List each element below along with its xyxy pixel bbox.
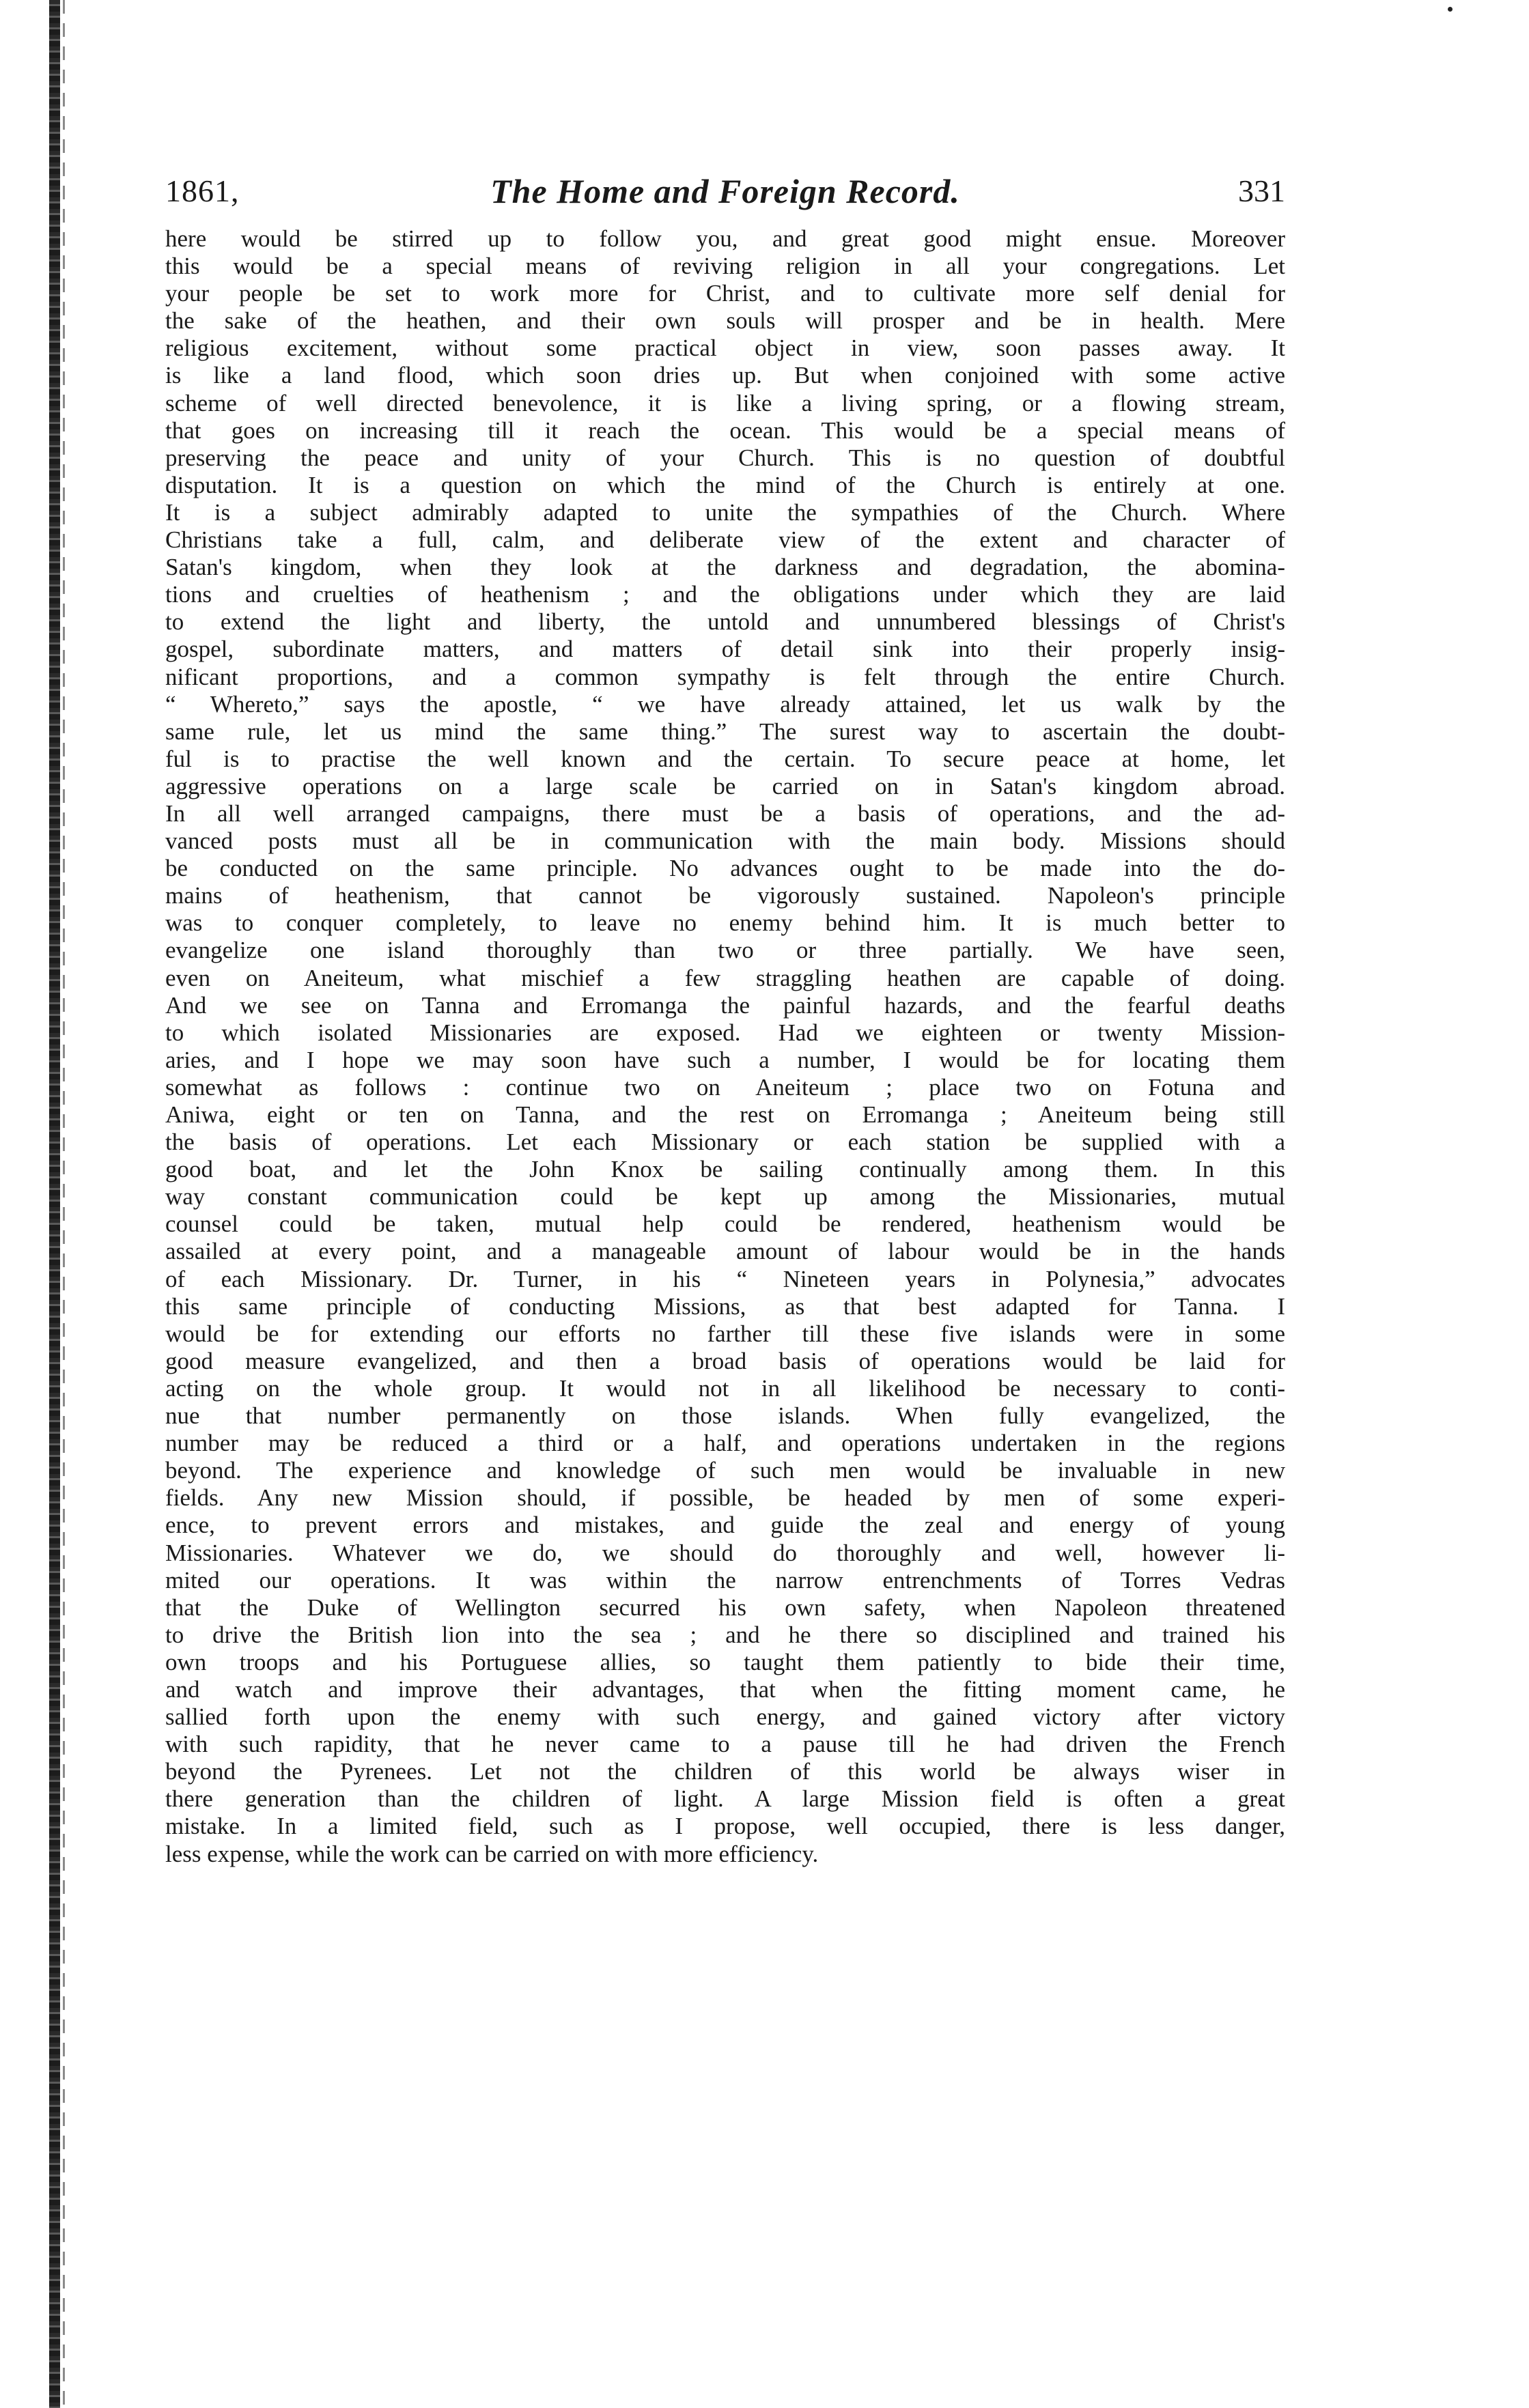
text-line: nue that number permanently on those islands. When fully evangelized, the [165,1402,1285,1430]
text-line: even on Aneiteum, what mischief a few straggling heathen are capable of doing. [165,964,1285,991]
text-line: gospel, subordinate matters, and matters of detail sink into their properly insig- [165,636,1285,663]
text-line: Christians take a full, calm, and deliberate view of the extent and character of [165,526,1285,554]
text-line: mains of heathenism, that cannot be vigorously sustained. Napoleon's principle [165,882,1285,909]
text-line: mited our operations. It was within the narrow entrenchments of Torres Vedras [165,1566,1285,1593]
text-line: is like a land flood, which soon dries up. But when conjoined with some active [165,362,1285,389]
text-line: nificant proportions, and a common sympathy is felt through the entire Church. [165,663,1285,690]
text-line: the sake of the heathen, and their own souls will prosper and be in health. Mere [165,307,1285,335]
text-line: this same principle of conducting Missions, as that best adapted for Tanna. I [165,1292,1285,1320]
text-line: your people be set to work more for Christ, and to cultivate more self denial for [165,280,1285,307]
text-line: good boat, and let the John Knox be sailing continually among them. In this [165,1156,1285,1183]
text-line: to drive the British lion into the sea ; and he there so disciplined and trained his [165,1621,1285,1648]
text-line: be conducted on the same principle. No advances ought to be made into the do- [165,855,1285,882]
text-line: It is a subject admirably adapted to unite the sympathies of the Church. Where [165,498,1285,526]
text-line: was to conquer completely, to leave no enemy behind him. It is much better to [165,909,1285,937]
header-year: 1861, [165,173,240,208]
text-line: that goes on increasing till it reach the ocean. This would be a special means of [165,416,1285,444]
text-line: own troops and his Portuguese allies, so taught them patiently to bide their time, [165,1648,1285,1675]
text-line: mistake. In a limited field, such as I propose, well occupied, there is less danger, [165,1813,1285,1840]
text-line: fields. Any new Mission should, if possible, be headed by men of some experi- [165,1484,1285,1512]
text-line: less expense, while the work can be carried on with more efficiency. [165,1840,819,1867]
text-line: beyond. The experience and knowledge of such men would be invaluable in new [165,1457,1285,1484]
text-line: with such rapidity, that he never came to a pause till he had driven the French [165,1731,1285,1758]
text-line: assailed at every point, and a manageable amount of labour would be in the hands [165,1238,1285,1265]
text-line: sallied forth upon the enemy with such energy, and gained victory after victory [165,1703,1285,1731]
binding-edge [49,0,60,2408]
text-line: ful is to practise the well known and the certain. To secure peace at home, let [165,745,1285,772]
running-header [165,164,1285,218]
text-line: aggressive operations on a large scale be carried on in Satan's kingdom abroad. [165,772,1285,799]
text-line: there generation than the children of light. A large Mission field is often a great [165,1785,1285,1813]
text-line: evangelize one island thoroughly than two or three partially. We have seen, [165,937,1285,964]
text-line: Satan's kingdom, when they look at the darkness and degradation, the abomina- [165,554,1285,581]
text-line: And we see on Tanna and Erromanga the painful hazards, and the fearful deaths [165,991,1285,1019]
text-line: to extend the light and liberty, the untold and unnumbered blessings of Christ's [165,608,1285,636]
text-line: “ Whereto,” says the apostle, “ we have already attained, let us walk by the [165,690,1285,718]
text-line: Missionaries. Whatever we do, we should do thoroughly and well, however li- [165,1539,1285,1566]
text-line: disputation. It is a question on which the mind of the Church is entirely at one. [165,471,1285,498]
text-line: to which isolated Missionaries are exposed. Had we eighteen or twenty Mission- [165,1019,1285,1046]
text-line: the basis of operations. Let each Missionary or each station be supplied with a [165,1129,1285,1156]
text-line: tions and cruelties of heathenism ; and the obligations under which they are laid [165,581,1285,608]
text-line: this would be a special means of reviving religion in all your congregations. Let [165,253,1285,280]
header-title: The Home and Foreign Record. [490,172,960,210]
text-line: ence, to prevent errors and mistakes, and guide the zeal and energy of young [165,1512,1285,1539]
binding-edge-shadow [63,0,65,2408]
text-line: acting on the whole group. It would not in all likelihood be necessary to conti- [165,1374,1285,1402]
text-line: good measure evangelized, and then a broad basis of operations would be laid for [165,1347,1285,1374]
text-line: same rule, let us mind the same thing.” The surest way to ascertain the doubt- [165,718,1285,745]
text-line: Aniwa, eight or ten on Tanna, and the rest on Erromanga ; Aneiteum being still [165,1101,1285,1128]
text-line: aries, and I hope we may soon have such a number, I would be for locating them [165,1046,1285,1073]
text-line: beyond the Pyrenees. Let not the children of this world be always wiser in [165,1758,1285,1785]
text-line: and watch and improve their advantages, that when the fitting moment came, he [165,1675,1285,1703]
text-line: religious excitement, without some practical object in view, soon passes away. It [165,335,1285,362]
text-line: preserving the peace and unity of your Church. This is no question of doubtful [165,444,1285,471]
text-line: way constant communication could be kept up among the Missionaries, mutual [165,1183,1285,1210]
text-line: number may be reduced a third or a half, and operations undertaken in the regions [165,1430,1285,1457]
text-line: here would be stirred up to follow you, and great good might ensue. Moreover [165,225,1285,252]
text-line: would be for extending our efforts no farther till these five islands were in some [165,1320,1285,1347]
text-line: of each Missionary. Dr. Turner, in his “ Nineteen years in Polynesia,” advocates [165,1265,1285,1292]
text-line: In all well arranged campaigns, there must be a basis of operations, and the ad- [165,799,1285,827]
body-text [165,225,1285,1868]
page-number: 331 [1238,173,1285,208]
text-line: counsel could be taken, mutual help could be rendered, heathenism would be [165,1210,1285,1238]
ink-speck [1448,7,1453,12]
text-line: vanced posts must all be in communication with the main body. Missions should [165,827,1285,855]
text-line: scheme of well directed benevolence, it is like a living spring, or a flowing stream, [165,389,1285,416]
text-line: somewhat as follows : continue two on Aneiteum ; place two on Fotuna and [165,1073,1285,1101]
text-line: that the Duke of Wellington securred his own safety, when Napoleon threatened [165,1593,1285,1621]
